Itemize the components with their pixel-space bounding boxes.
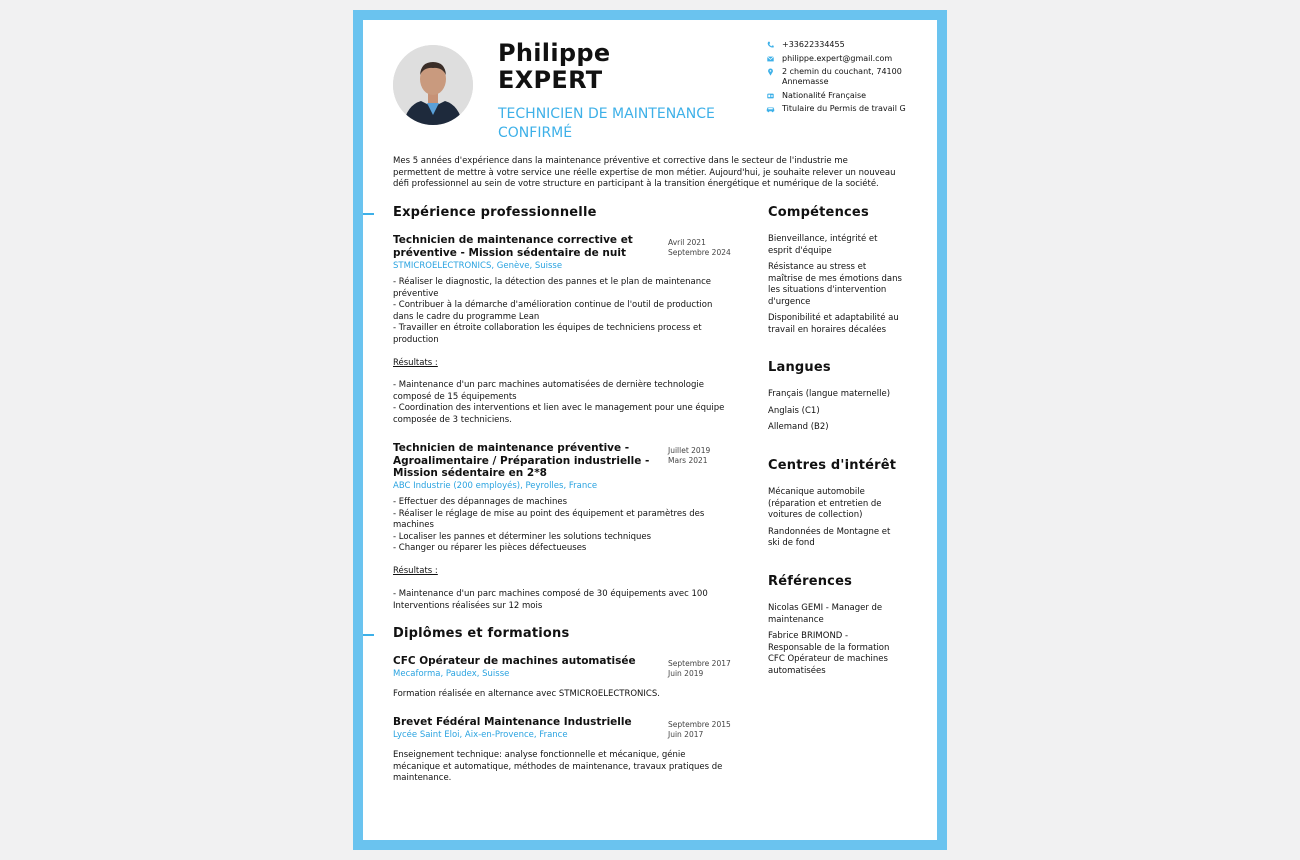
interest-item: Mécanique automobile (réparation et entretien de voitures de collection) (768, 487, 882, 520)
skill-item: Disponibilité et adaptabilité au travail en horaires décalées (768, 313, 899, 335)
contact-block (766, 40, 936, 118)
results-label-2: Résultats : (393, 566, 438, 576)
contact-address: 2 chemin du couchant, 74100 Annemasse (766, 67, 936, 87)
skill-item: Résistance au stress et maîtrise de mes émotions dans les situations d'intervention d'urgence (768, 262, 902, 307)
skills-heading: Compétences (768, 205, 869, 220)
phone-icon (766, 41, 775, 49)
contact-phone: +33622334455 (766, 40, 936, 50)
languages-heading: Langues (768, 360, 831, 375)
car-icon (766, 105, 775, 113)
results-label-1: Résultats : (393, 358, 438, 368)
references-list (768, 603, 916, 682)
resume-page (363, 20, 937, 840)
contact-email: philippe.expert@gmail.com (766, 54, 936, 64)
job-title-2: Technicien de maintenance préventive - Agroalimentaire / Préparation industrielle - Mission sédentaire en 2*8 (393, 442, 650, 479)
profile-summary: Mes 5 années d'expérience dans la maintenance préventive et corrective dans le secteur de l'industrie me permettent de mettre à votre service une réelle expertise de mon métier. Aujourd'hui, je souhaite relever un nouveau défi professionnel au sein de votre structure en participant à la transition énergétique et numérique de la société. (393, 156, 896, 189)
interests-heading: Centres d'intérêt (768, 458, 897, 473)
job-title: TECHNICIEN DE MAINTENANCE CONFIRMÉ (498, 106, 715, 141)
interests-list (768, 487, 916, 555)
profile-photo (393, 45, 473, 125)
language-item: Allemand (B2) (768, 422, 829, 432)
job-company-2: ABC Industrie (200 employés), Peyrolles, France (393, 481, 598, 491)
job-dates-2: Juillet 2019 Mars 2021 (668, 446, 711, 465)
contact-permit: Titulaire du Permis de travail G (766, 104, 936, 114)
education-school-2: Lycée Saint Eloi, Aix-en-Provence, France (393, 730, 568, 740)
education-description-2: Enseignement technique: analyse fonctionnelle et mécanique, génie mécanique et automatique, méthodes de maintenance, travaux pratiques de maintenance. (393, 750, 723, 783)
job-dates-1: Avril 2021 Septembre 2024 (668, 238, 731, 257)
job-results-2: - Maintenance d'un parc machines composé de 30 équipements avec 100 Interventions réalisées sur 12 mois (393, 589, 708, 611)
languages-list (768, 389, 916, 439)
last-name: EXPERT (498, 66, 603, 94)
first-name: Philippe (498, 39, 611, 67)
job-description-2: - Effectuer des dépannages de machines - Réaliser le réglage de mise au point des équipement et paramètres des machines - Localiser les pannes et déterminer les solutions techniques - Changer ou réparer les pièces défectueuses (393, 497, 705, 553)
language-item: Anglais (C1) (768, 405, 820, 416)
job-description-1: - Réaliser le diagnostic, la détection des pannes et le plan de maintenance préventive - Contribuer à la démarche d'amélioration continue de l'outil de production dans le cadre du programme Lean - Travailler en étroite collaboration les équipes de techniciens process et production (393, 277, 713, 345)
education-heading: Diplômes et formations (393, 626, 570, 641)
language-item: Français (langue maternelle) (768, 389, 891, 399)
education-title-1: CFC Opérateur de machines automatisée (393, 655, 636, 667)
education-dates-1: Septembre 2017 Juin 2019 (668, 659, 731, 678)
interest-item: Randonnées de Montagne et ski de fond (768, 526, 891, 548)
education-dates-2: Septembre 2015 Juin 2017 (668, 720, 731, 739)
email-icon (766, 55, 775, 63)
contact-nationality: Nationalité Française (766, 91, 936, 101)
education-title-2: Brevet Fédéral Maintenance Industrielle (393, 716, 632, 728)
experience-heading: Expérience professionnelle (393, 205, 597, 220)
section-marker (363, 634, 374, 636)
section-marker (363, 213, 374, 215)
skills-list (768, 234, 916, 341)
references-heading: Références (768, 574, 853, 589)
location-pin-icon (766, 68, 775, 76)
job-title-1: Technicien de maintenance corrective et préventive - Mission sédentaire de nuit (393, 234, 633, 259)
reference-item: Nicolas GEMI - Manager de maintenance (768, 603, 883, 625)
education-description-1: Formation réalisée en alternance avec STMICROELECTRONICS. (393, 689, 660, 699)
reference-item: Fabrice BRIMOND - Responsable de la formation CFC Opérateur de machines automatisées (768, 631, 890, 676)
id-card-icon (766, 92, 775, 100)
candidate-name (498, 40, 610, 94)
job-company-1: STMICROELECTRONICS, Genève, Suisse (393, 261, 563, 271)
job-results-1: - Maintenance d'un parc machines automatisées de dernière technologie composé de 15 équipements - Coordination des interventions et lien avec le management pour une équipe composée de 3 techniciens. (393, 380, 725, 425)
skill-item: Bienveillance, intégrité et esprit d'équipe (768, 234, 878, 256)
education-school-1: Mecaforma, Paudex, Suisse (393, 669, 510, 679)
